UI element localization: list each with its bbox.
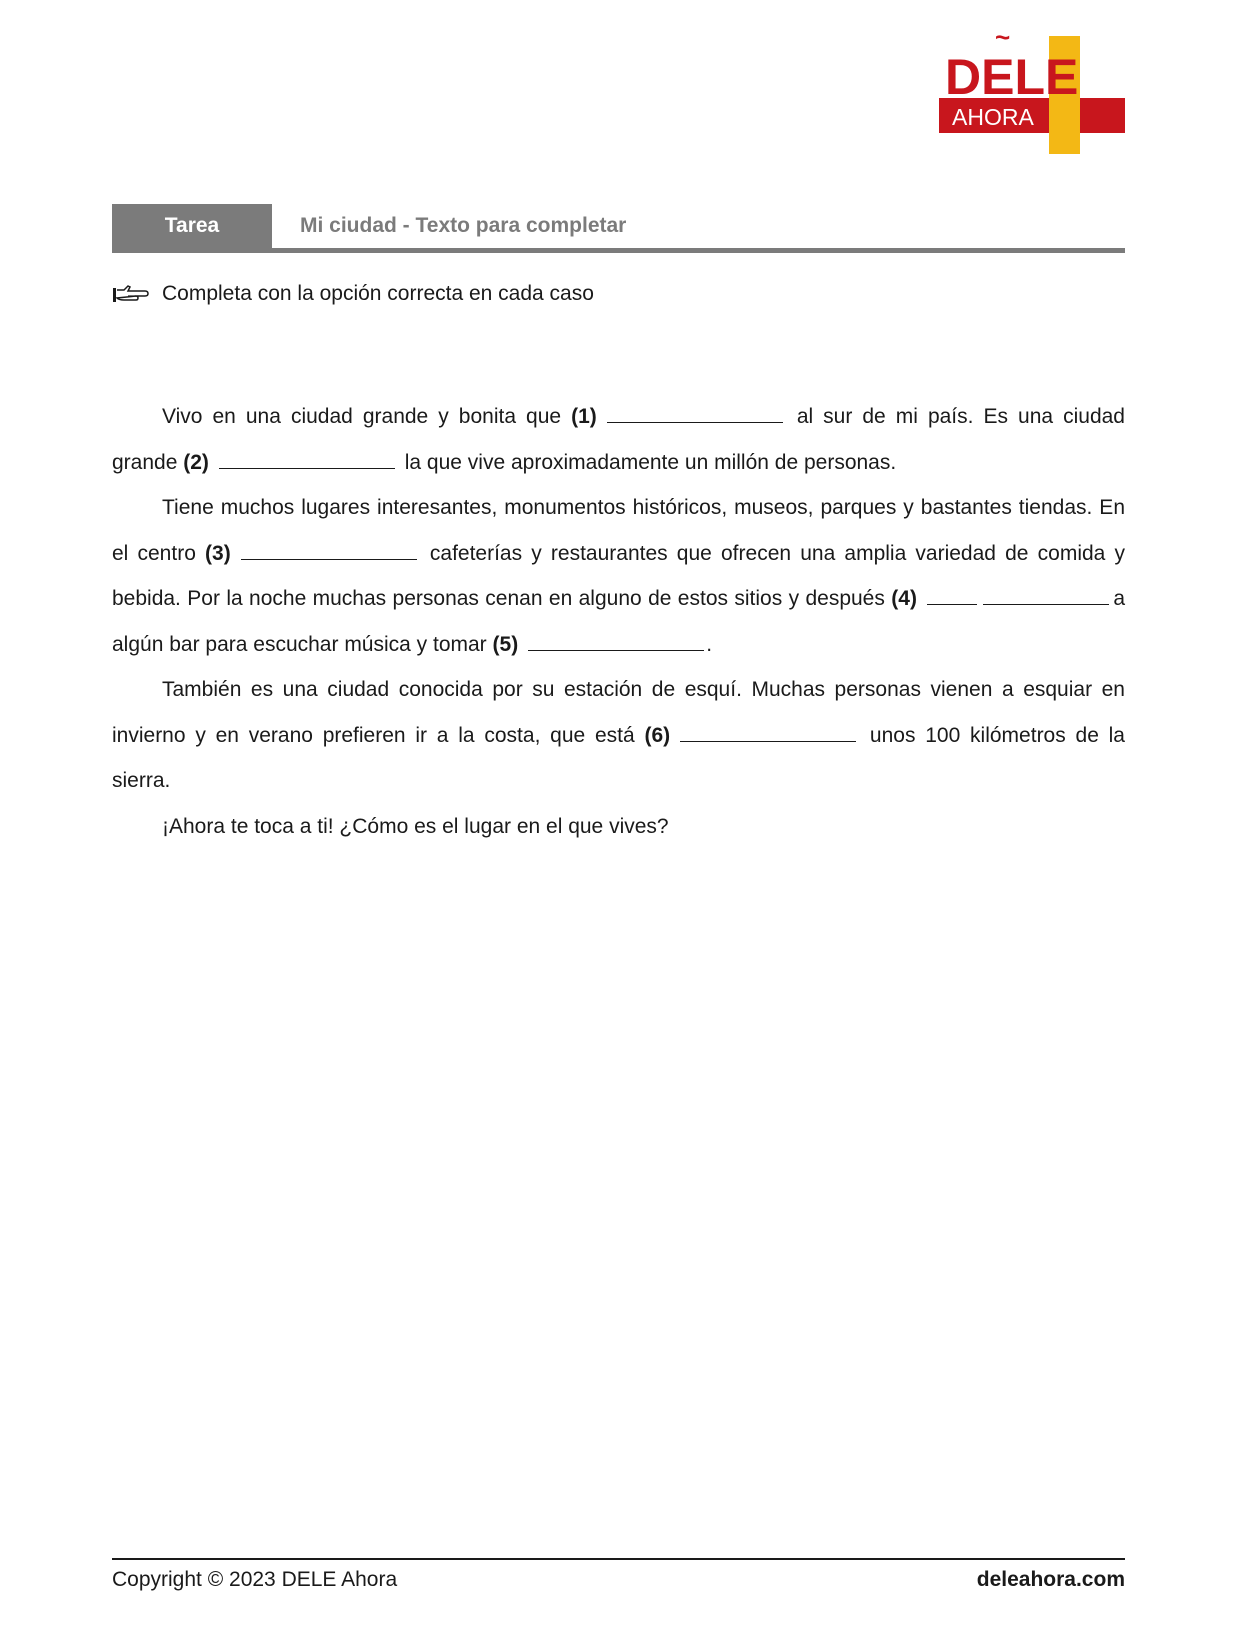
gap-number-2: (2) (183, 450, 209, 474)
cloze-text (112, 394, 1125, 849)
paragraph-2 (112, 485, 1125, 667)
pointing-hand-icon (112, 283, 150, 305)
text-segment: cafeterías y restaurantes que ofrecen una amplia variedad de comida y bebida. Por la noche muchas personas cenan en alguno de estos sitios y después (112, 541, 1126, 610)
blank-2[interactable] (219, 452, 395, 469)
dele-ahora-logo (939, 34, 1125, 156)
blank-6[interactable] (680, 725, 856, 742)
text-segment: unos 100 kilómetros de la sierra. (112, 723, 1125, 792)
logo-mark (939, 34, 1125, 156)
task-tab: Tarea (112, 204, 272, 248)
gap-number-1: (1) (571, 405, 597, 428)
gap-number-6: (6) (644, 723, 671, 747)
text-segment: a algún bar para escuchar música y tomar (112, 587, 1126, 656)
text-segment: También es una ciudad conocida por su estación de esquí. Muchas personas vienen a esquiar en invierno y en verano prefieren ir a la costa, que está (112, 678, 1125, 747)
paragraph-4 (112, 804, 1125, 850)
gap-number-5: (5) (492, 632, 519, 656)
task-header-rule (112, 248, 1125, 253)
text-segment: Vivo en una ciudad grande y bonita que (162, 405, 562, 428)
text-segment: la que vive aproximadamente un millón de personas. (404, 450, 897, 474)
site-link[interactable]: deleahora.com (976, 1568, 1125, 1591)
svg-text:AHORA: AHORA (952, 104, 1034, 130)
gap-number-3: (3) (205, 541, 231, 565)
blank-4[interactable] (927, 588, 977, 605)
svg-text:~: ~ (995, 34, 1011, 52)
blank-4-continued[interactable] (983, 588, 1109, 605)
instruction (112, 282, 594, 306)
paragraph-1 (112, 394, 1125, 485)
gap-number-4: (4) (891, 587, 917, 610)
paragraph-3 (112, 667, 1125, 804)
blank-3[interactable] (241, 543, 417, 560)
blank-1[interactable] (607, 406, 783, 423)
closing-question: ¡Ahora te toca a ti! ¿Cómo es el lugar en el que vives? (162, 814, 669, 838)
footer-rule (112, 1558, 1125, 1560)
blank-5[interactable] (528, 634, 704, 651)
svg-text:DELE: DELE (945, 49, 1079, 105)
task-header (112, 204, 1125, 254)
text-segment: al sur de mi país. Es una ciudad grande (112, 405, 1125, 474)
task-title: Mi ciudad - Texto para completar (300, 214, 627, 237)
text-segment: Tiene muchos lugares interesantes, monumentos históricos, museos, parques y bastantes tiendas. En el centro (112, 496, 1125, 565)
instruction-text: Completa con la opción correcta en cada caso (162, 282, 594, 305)
copyright: Copyright © 2023 DELE Ahora (112, 1568, 398, 1591)
text-segment: . (706, 632, 713, 656)
